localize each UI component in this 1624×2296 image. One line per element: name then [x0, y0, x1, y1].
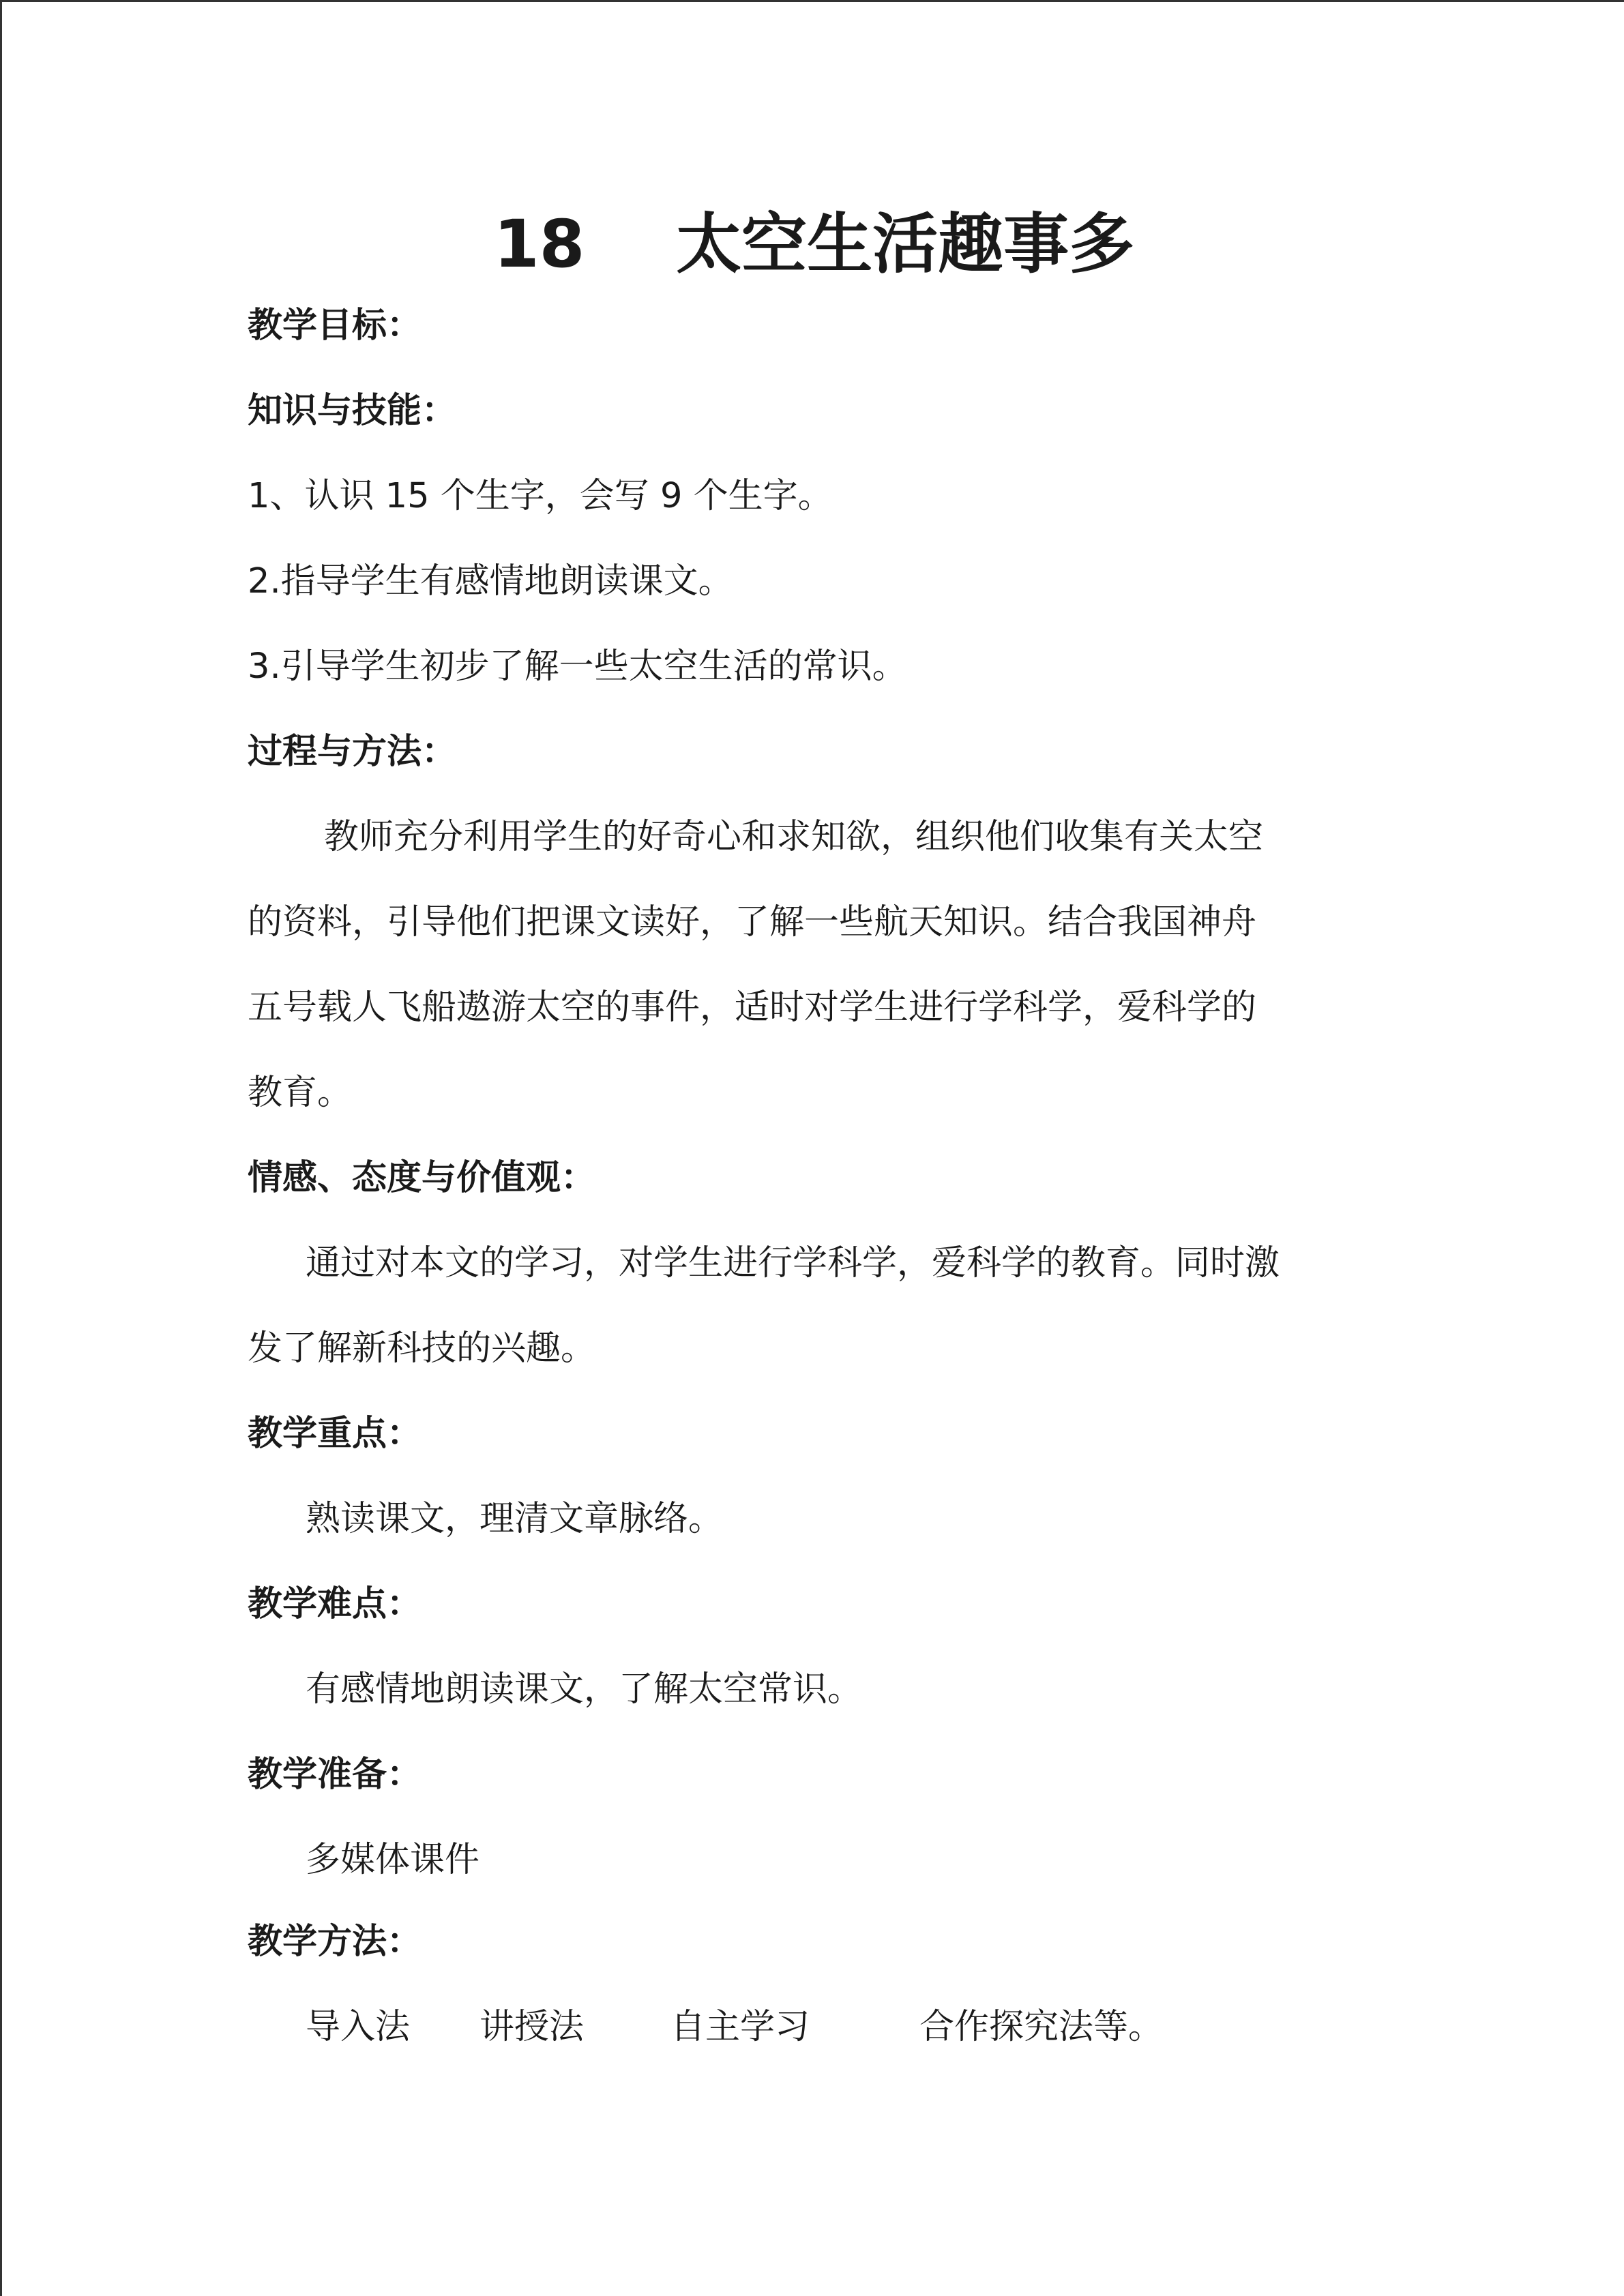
key-points-heading: 教学重点：: [248, 1414, 422, 1454]
process-paragraph-line: 教师充分利用学生的好奇心和求知欲，组织他们收集有关太空: [324, 817, 1264, 857]
knowledge-heading: 知识与技能：: [248, 391, 457, 431]
process-paragraph-line: 的资料，引导他们把课文读好，了解一些航天知识。结合我国神舟: [248, 902, 1257, 942]
process-paragraph-line: 五号载人飞船遨游太空的事件，适时对学生进行学科学，爱科学的: [248, 987, 1257, 1028]
key-points-text: 熟读课文，理清文章脉络。: [306, 1499, 724, 1539]
difficulty-heading: 教学难点：: [248, 1584, 422, 1624]
objectives-heading: 教学目标：: [248, 305, 422, 346]
emotion-paragraph-line: 通过对本文的学习，对学生进行学科学，爱科学的教育。同时激: [306, 1243, 1280, 1283]
knowledge-item: 3.引导学生初步了解一些太空生活的常识。: [248, 646, 907, 687]
emotion-paragraph-line: 发了解新科技的兴趣。: [248, 1328, 596, 1369]
process-heading: 过程与方法：: [248, 732, 457, 772]
knowledge-item: 2.指导学生有感情地朗读课文。: [248, 561, 733, 601]
method-item: 自主学习: [670, 2007, 810, 2047]
difficulty-text: 有感情地朗读课文，了解太空常识。: [306, 1669, 863, 1710]
method-list: [306, 2003, 1164, 2290]
preparation-text: 多媒体课件: [306, 1840, 480, 1880]
knowledge-item: 1、认识 15 个生字，会写 9 个生字。: [248, 476, 833, 516]
page-title: 18 太空生活趣事多: [493, 206, 1135, 282]
method-item: 导入法: [306, 2007, 411, 2047]
method-heading: 教学方法：: [248, 1922, 422, 1962]
method-item: 讲授法: [479, 2007, 585, 2047]
method-item: 合作探究法等。: [919, 2007, 1164, 2047]
process-paragraph-line: 教育。: [248, 1073, 353, 1113]
preparation-heading: 教学准备：: [248, 1755, 422, 1795]
emotion-heading: 情感、态度与价值观：: [248, 1158, 596, 1198]
